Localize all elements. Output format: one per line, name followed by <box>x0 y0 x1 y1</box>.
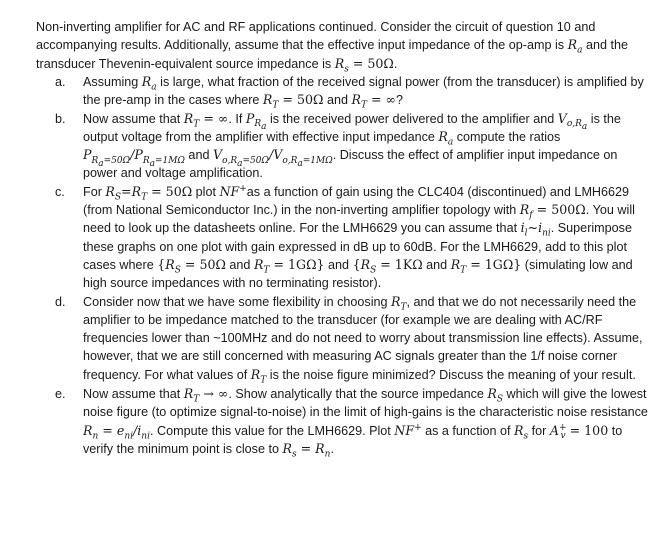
text: . Discuss the effect of amplifier input impedance on power and voltage amplification. <box>83 148 618 181</box>
text: as a function of <box>421 423 515 438</box>
text: plot <box>192 184 220 199</box>
math-Rs: $R_s$ <box>514 422 529 442</box>
question-marker: b. <box>55 111 66 126</box>
math-case-high-rt: $R_T = 1G\Omega$} <box>450 256 522 276</box>
math-Rf-500: $R_f = 500\Omega$ <box>519 202 586 221</box>
question-c: c. For $R_S=R_T = 50\Omega$ plot NF+as a function of gain using the CLC404 (discontinued) and LMH6629 (from National Semiconductor Inc.) in the non-inverting amplifier topology with $R_f = 500\Omega$. You will need to look up the datasheets online. For the LMH6629 you can assume that $i_l\sim i_{ni}$. Superimpose these graphs on one plot with gain expressed in dB up to 60dB. For the LMH6629, add to this plot cases where {$R_S = 50\Omega$ and $R_T = 1G\Omega$} and {$R_S = 1K\Omega$ and $R_T = 1G\Omega$} (simulating low and high source impedances with no terminating resistor). <box>55 183 635 291</box>
question-marker: d. <box>55 294 66 309</box>
text: For <box>83 184 106 199</box>
math-Rn-def: $R_n = e_{ni}/i_{ni}$ <box>83 422 150 442</box>
question-list <box>36 73 648 458</box>
math-voltage-ratio: $V_{o,R_a=50\Omega}/V_{o,R_a=1M\Omega}$ <box>212 147 333 169</box>
text: is the received power delivered to the amplifier and <box>266 111 558 126</box>
math-Rs-RT-50: $R_S=R_T = 50\Omega$ <box>105 183 193 203</box>
math-RT: $R_T$ <box>391 293 407 313</box>
math-il-ini: $i_l\sim i_{ni}$ <box>520 220 551 239</box>
question-marker: e. <box>55 387 66 402</box>
text: to verify the minimum point is close to <box>83 423 623 456</box>
math-RT-inf: $R_T$ = ∞ <box>183 110 229 130</box>
text: . Compute this value for the LMH6629. Plot <box>149 423 395 438</box>
text: and <box>422 257 451 272</box>
math-NF: NF+ <box>219 183 247 199</box>
question-marker: a. <box>55 75 66 89</box>
text: as a function of gain using the CLC404 (discontinued) and LMH6629 (from National Semiconductor Inc.) in the non-inverting amplifier topology with <box>83 184 630 218</box>
intro-text-1: Non-inverting amplifier for AC and RF applications continued. Consider the circuit of question 10 and accompanying results. Additionally, assume that the effective input impedance of the op-amp is <box>36 20 596 53</box>
intro-text-2: and the transducer Thevenin-equivalent source impedance is <box>36 38 628 71</box>
text: . If <box>228 111 246 126</box>
math-Ra: $R_a$ <box>141 74 157 93</box>
math-RT-inf: $R_T$ = ∞ <box>351 92 397 111</box>
question-b <box>36 110 648 183</box>
math-gain-100: $A^+_v = 100$ <box>549 422 609 442</box>
text: Assuming <box>83 75 142 89</box>
question-d <box>36 293 648 384</box>
text: (simulating low and high source impedances with no terminating resistor). <box>83 257 633 291</box>
math-RT: $R_T$ <box>250 366 267 386</box>
text: is large, what fraction of the received signal power (from the transducer) is amplified by the pre-amp in the cases where <box>83 75 644 108</box>
text: is the output voltage from the amplifier with effective input impedance <box>83 111 621 144</box>
text: . Show analytically that the source impedance <box>228 387 488 402</box>
problem-intro: Non-inverting amplifier for AC and RF applications continued. Consider the circuit of question 10 and accompanying results. Additionally, assume that the effective input impedance of the op-amp is $R_a$ and the transducer Thevenin-equivalent source impedance is $R_s = 50\Omega$. <box>36 20 628 75</box>
math-P-Ra: $P_{R_a}$ <box>245 110 267 132</box>
math-case-high: {$R_S = 1K\Omega$ <box>352 256 423 276</box>
math-power-ratio: $P_{R_a=50\Omega}/P_{R_a=1M\Omega}$ <box>83 147 185 169</box>
text: , and that we do not necessarily need the amplifier to be impedance matched to the transducer (for example we are dealing with AC/RF frequencies lower than ~100MHz and do not need to worry about transmission line effects). Assume, however, that we are still concerned with measuring AC signals greater than the 1/f noise corner frequency. For what values of <box>83 294 643 382</box>
question-e: e. Now assume that $R_T$ → ∞. Show analytically that the source impedance $R_S$ which will give the lowest noise figure (to optimize signal-to-noise) in the limit of high-gains is the characteristic noise resistance $R_n = e_{ni}/i_{ni}$. Compute this value for the LMH6629. Plot NF+ as a function of $R_s$ for $A^+_v = 100$ to verify the minimum point is close to $R_s = R_n$. <box>55 386 648 460</box>
text: Now assume that <box>83 111 184 126</box>
text: for <box>528 423 550 438</box>
math-case-low-rt: $R_T = 1G\Omega$} <box>253 256 325 276</box>
math-Ra: $R_a$ <box>567 37 583 56</box>
text: and <box>225 257 254 272</box>
math-NF: NF+ <box>394 422 422 438</box>
question-a: a. Assuming $R_a$ is large, what fraction of the received signal power (from the transducer) is amplified by the pre-amp in the cases where $R_T = 50\Omega$ and $R_T$ = ∞? <box>55 74 644 111</box>
text: . You will need to look up the datasheets online. For the LMH6629 you can assume that <box>83 203 635 236</box>
math-RT-50: $R_T = 50\Omega$ <box>262 92 324 111</box>
text: Consider now that we have some flexibility in choosing <box>83 294 392 309</box>
text: and <box>184 148 213 163</box>
text: which will give the lowest noise figure (to optimize signal-to-noise) in the limit of high-gains is the characteristic noise resistance <box>83 387 648 420</box>
text: compute the ratios <box>453 129 561 144</box>
math-Vo-Ra: $V_{o,R_a}$ <box>557 110 588 132</box>
text: . Superimpose these graphs on one plot with gain expressed in dB up to 60dB. For the LMH6629, add to this plot cases where <box>83 221 632 272</box>
math-RT-to-inf: $R_T$ → ∞ <box>183 386 229 405</box>
text: is the noise figure minimized? Discuss the meaning of your result. <box>266 367 636 382</box>
math-Rs-50: $R_s = 50\Omega$ <box>334 55 394 75</box>
math-Ra: $R_a$ <box>438 128 454 148</box>
math-case-low: {$R_S = 50\Omega$ <box>157 256 226 276</box>
text: Now assume that <box>83 387 184 402</box>
math-Rs: $R_S$ <box>487 386 504 405</box>
math-Rs-Rn: $R_s = R_n$ <box>282 440 331 460</box>
text: and <box>323 93 352 108</box>
question-marker: c. <box>55 184 65 199</box>
